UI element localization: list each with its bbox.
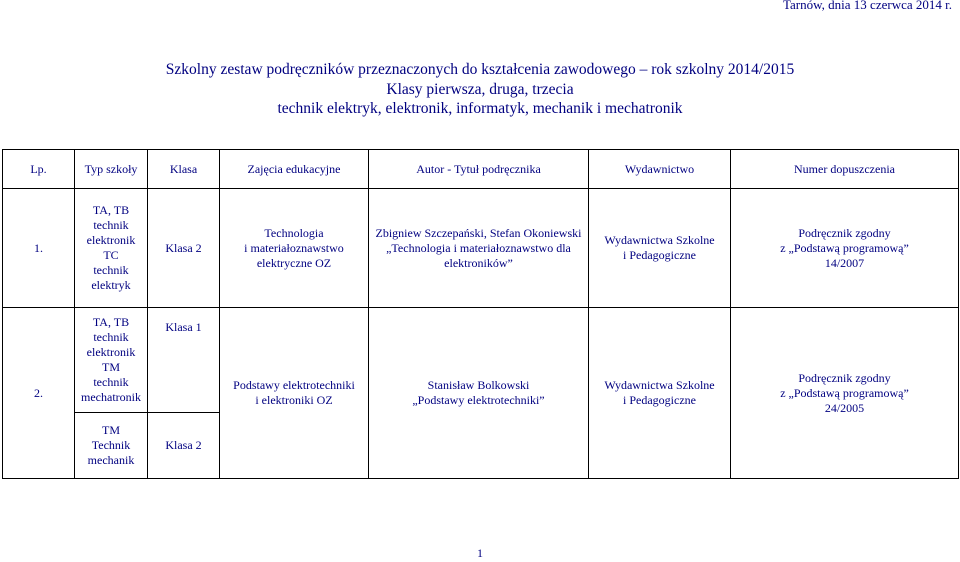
cell-school-type <box>75 308 148 413</box>
cell-class: Klasa 2 <box>148 413 220 479</box>
school-type-line: elektronik <box>86 345 136 359</box>
school-type-line: mechatronik <box>81 390 141 404</box>
header-author-title: Autor - Tytuł podręcznika <box>369 150 589 189</box>
cell-author-title <box>369 189 589 308</box>
header-approval-number: Numer dopuszczenia <box>731 150 959 189</box>
cell-lp: 2. <box>3 308 75 479</box>
subject-line: Technologia <box>264 225 324 240</box>
approval-line: z „Podstawą programową” <box>780 385 909 400</box>
header-class: Klasa <box>148 150 220 189</box>
table-header-row <box>3 150 959 189</box>
author-title-line: „Podstawy elektrotechniki” <box>412 393 545 407</box>
approval-line: z „Podstawą programową” <box>780 240 909 255</box>
author-title-line: „Technologia i materiałoznawstwo dla <box>386 240 571 255</box>
approval-line: Podręcznik zgodny <box>798 225 891 240</box>
cell-school-type <box>75 413 148 479</box>
cell-author-title <box>369 308 589 479</box>
table-row <box>3 308 959 413</box>
approval-line: 24/2005 <box>824 400 865 415</box>
subject-line: i materiałoznawstwo <box>244 240 344 255</box>
header-lp: Lp. <box>3 150 75 189</box>
author-title-line: Stanisław Bolkowski <box>427 378 530 392</box>
header-subject: Zajęcia edukacyjne <box>220 150 369 189</box>
school-type-line: technik <box>93 330 129 344</box>
cell-subject <box>220 189 369 308</box>
cell-approval-number <box>731 189 959 308</box>
cell-school-type <box>75 189 148 308</box>
school-type-line: TM <box>102 423 120 437</box>
school-type-line: technik <box>93 218 129 232</box>
school-type-line: elektronik <box>86 233 136 247</box>
cell-class: Klasa 2 <box>148 189 220 308</box>
approval-line: Podręcznik zgodny <box>798 370 891 385</box>
document-title: Szkolny zestaw podręczników przeznaczonych do kształcenia zawodowego – rok szkolny 2014/2015 <box>165 61 795 78</box>
school-type-line: elektryk <box>91 278 131 292</box>
school-type-line: TA, TB <box>92 203 130 217</box>
textbook-table <box>2 149 959 479</box>
publisher-line: Wydawnictwa Szkolne <box>604 378 715 392</box>
cell-publisher <box>589 189 731 308</box>
cell-lp: 1. <box>3 189 75 308</box>
school-type-line: technik <box>93 263 129 277</box>
table-row <box>3 189 959 308</box>
header-school-type: Typ szkoły <box>75 150 148 189</box>
document-date: Tarnów, dnia 13 czerwca 2014 r. <box>783 0 952 12</box>
publisher-line: i Pedagogiczne <box>623 393 696 407</box>
document-subtitle-classes: Klasy pierwsza, druga, trzecia <box>386 81 574 98</box>
subject-line: elektryczne OZ <box>256 255 332 270</box>
author-title-line: elektroników” <box>444 255 513 270</box>
school-type-line: TA, TB <box>92 315 130 329</box>
school-type-line: technik <box>93 375 129 389</box>
approval-line: 14/2007 <box>824 255 865 270</box>
cell-class: Klasa 1 <box>148 308 220 413</box>
school-type-line: TM <box>102 360 120 374</box>
subject-line: i elektroniki OZ <box>255 393 333 407</box>
publisher-line: Wydawnictwa Szkolne <box>604 233 715 247</box>
cell-subject <box>220 308 369 479</box>
document-subtitle-professions: technik elektryk, elektronik, informatyk, mechanik i mechatronik <box>277 100 683 117</box>
school-type-line: mechanik <box>87 453 135 467</box>
page-number: 1 <box>477 546 483 560</box>
author-title-line: Zbigniew Szczepański, Stefan Okoniewski <box>375 225 582 240</box>
cell-approval-number <box>731 308 959 479</box>
school-type-line: Technik <box>91 438 131 452</box>
publisher-line: i Pedagogiczne <box>623 248 696 262</box>
subject-line: Podstawy elektrotechniki <box>233 378 355 392</box>
school-type-line: TC <box>103 248 119 262</box>
cell-publisher <box>589 308 731 479</box>
header-publisher: Wydawnictwo <box>589 150 731 189</box>
